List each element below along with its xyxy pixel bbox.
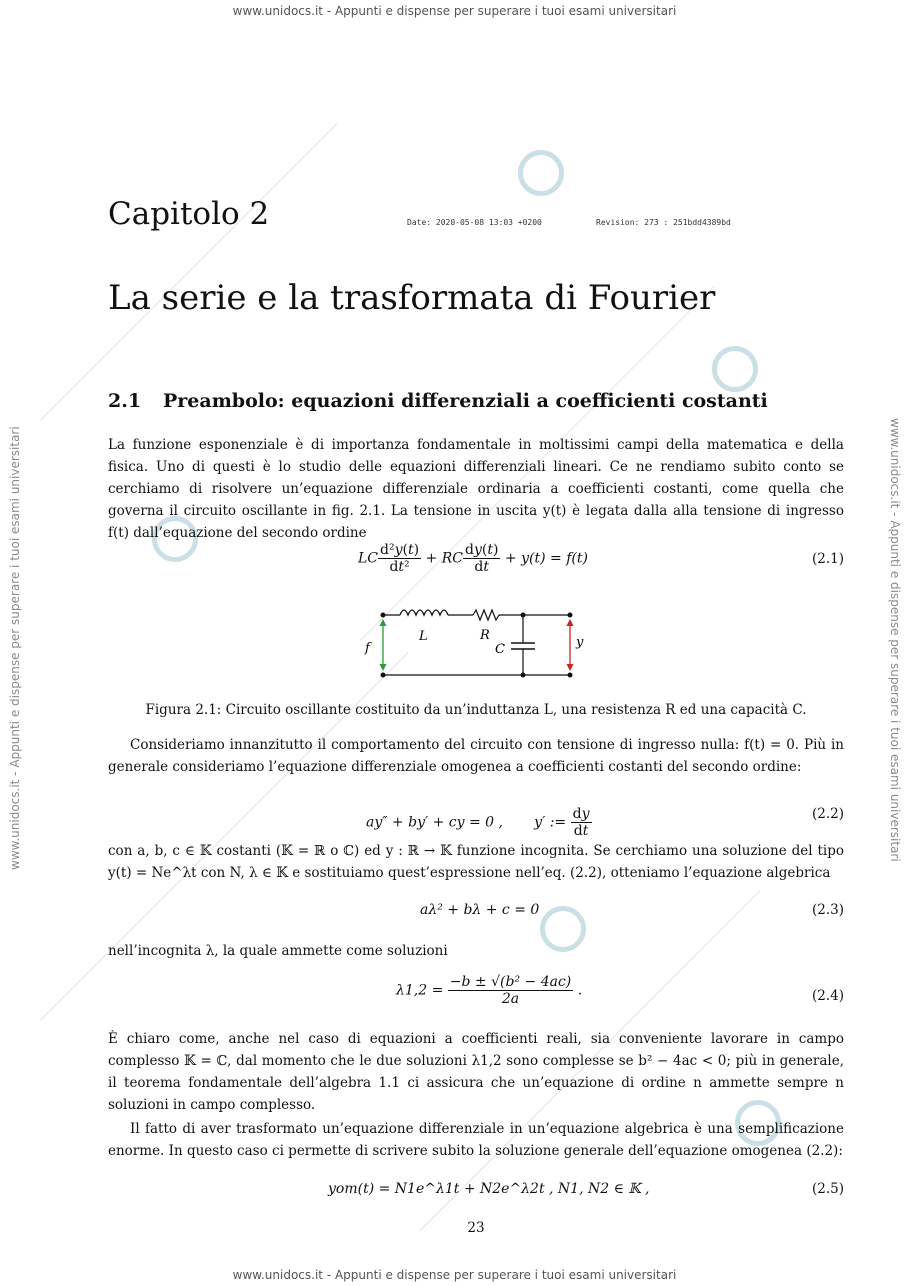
section-title: Preambolo: equazioni differenziali a coefficienti costanti xyxy=(163,390,768,412)
equation-2-4-number: (2.4) xyxy=(811,988,844,1004)
label-R: R xyxy=(480,628,490,643)
equation-2-5-number: (2.5) xyxy=(811,1181,844,1197)
paragraph-4: nell’incognita λ, la quale ammette come soluzioni xyxy=(108,943,448,959)
watermark-logo-icon xyxy=(518,150,564,196)
equation-2-4: λ1,2 = $\frac{\text{−b ± √(b² − 4ac)}}{2a}$ . xyxy=(396,974,583,1007)
section-number: 2.1 xyxy=(108,390,142,412)
terminal-dot xyxy=(568,673,573,678)
paragraph-2: Consideriamo innanzitutto il comportamento del circuito con tensione di ingresso nulla: f(t) = 0. Più in generale consideriamo l’equazione differenziale omogenea a coefficienti costanti del secondo ordine: xyxy=(108,737,844,775)
watermark-top: www.unidocs.it - Appunti e dispense per superare i tuoi esami universitari xyxy=(232,4,677,18)
circuit-diagram xyxy=(355,600,595,690)
resistor-symbol xyxy=(473,610,499,620)
section-heading xyxy=(108,390,768,412)
watermark-left: www.unidocs.it - Appunti e dispense per superare i tuoi esami universitari xyxy=(8,426,22,870)
chapter-date: Date: 2020-05-08 13:03 +0200 xyxy=(407,218,542,227)
equation-2-3: aλ² + bλ + c = 0 xyxy=(420,902,540,918)
equation-2-1: LC $\frac{\text{d²y(t)}}{\text{dt²}}$ + RC $\frac{dy(t)}{dt}$ + y(t) = f(t) xyxy=(358,542,588,575)
label-f: f xyxy=(365,641,370,656)
node-dot xyxy=(521,613,526,618)
equation-2-1-number: (2.1) xyxy=(811,551,844,567)
page-number: 23 xyxy=(467,1220,485,1236)
label-y: y xyxy=(576,635,584,650)
equation-2-3-number: (2.3) xyxy=(811,902,844,918)
chapter-label: Capitolo 2 xyxy=(108,196,270,232)
watermark-logo-icon xyxy=(712,346,758,392)
paragraph-1: La funzione esponenziale è di importanza fondamentale in moltissimi campi della matematica e della fisica. Uno di questi è lo studio delle equazioni differenziali lineari. Ce ne rendiamo subito conto se cerchiamo di risolvere un’equazione differenziale ordinaria a coefficienti costanti, come quella che governa il circuito oscillante in fig. 2.1. La tensione in uscita y(t) è legata dalla alla tensione di ingresso f(t) dall’equazione del secondo ordine xyxy=(108,437,844,541)
chapter-revision: Revision: 273 : 251bdd4389bd xyxy=(596,218,731,227)
equation-2-2: ay″ + by′ + cy = 0 , y′ := $\frac{dy}{dt}$ xyxy=(366,806,590,839)
paragraph-5: È chiaro come, anche nel caso di equazioni a coefficienti reali, sia conveniente lavorare in campo complesso 𝕂 = ℂ, dal momento che le due soluzioni λ1,2 sono complesse se b² − 4ac < 0; più in generale, il teorema fondamentale dell’algebra 1.1 ci assicura che un’equazione di ordine n ammette sempre n soluzioni in campo complesso. xyxy=(108,1031,844,1113)
watermark-bottom: www.unidocs.it - Appunti e dispense per superare i tuoi esami universitari xyxy=(232,1268,677,1282)
paragraph-3: con a, b, c ∈ 𝕂 costanti (𝕂 = ℝ o ℂ) ed y : ℝ → 𝕂 funzione incognita. Se cerchiamo una soluzione del tipo y(t) = Ne^λt con N, λ ∈ 𝕂 e sostituiamo quest’espressione nell’eq. (2.2), otteniamo l’equazione algebrica xyxy=(108,843,844,881)
label-C: C xyxy=(495,642,505,657)
node-dot xyxy=(521,673,526,678)
terminal-dot xyxy=(568,613,573,618)
equation-2-5: yom(t) = N1e^λ1t + N2e^λ2t , N1, N2 ∈ 𝕂 , xyxy=(328,1181,650,1197)
inductor-symbol xyxy=(400,610,448,615)
terminal-dot xyxy=(381,613,386,618)
equation-2-2-number: (2.2) xyxy=(811,806,844,822)
figure-caption: Figura 2.1: Circuito oscillante costituito da un’induttanza L, una resistenza R ed una capacità C. xyxy=(145,702,807,718)
label-L: L xyxy=(419,629,428,644)
terminal-dot xyxy=(381,673,386,678)
watermark-right: www.unidocs.it - Appunti e dispense per superare i tuoi esami universitari xyxy=(888,418,902,862)
paragraph-6: Il fatto di aver trasformato un’equazione differenziale in un’equazione algebrica è una semplificazione enorme. In questo caso ci permette di scrivere subito la soluzione generale dell’equazione omogenea (2.2): xyxy=(108,1121,844,1159)
chapter-title: La serie e la trasformata di Fourier xyxy=(108,278,716,318)
